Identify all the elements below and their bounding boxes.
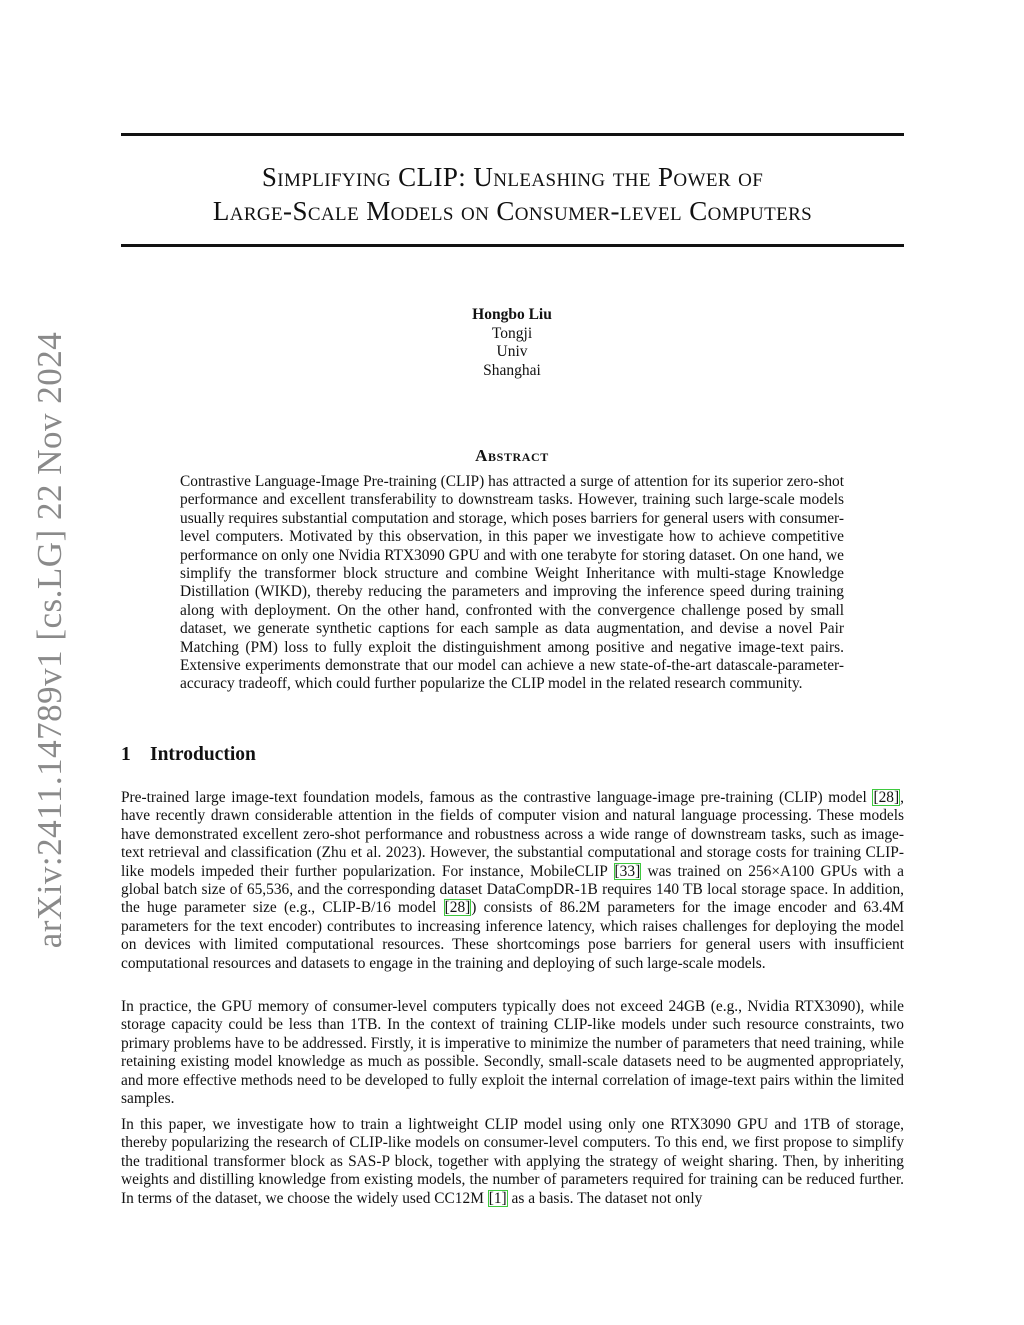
citation-link[interactable]: [28]	[444, 899, 471, 917]
paragraph-text: In this paper, we investigate how to train a lightweight CLIP model using only one RTX3090 GPU and 1TB of storage, thereby popularizing the research of CLIP-like models on consumer-level computers. To this end, we first propose to simplify the traditional transformer block as SAS-P block, together with applying the strategy of weight sharing. Then, by inheriting weights and distilling knowledge from existing models, the number of parameters required for training can be reduced further. In terms of the dataset, we choose the widely used CC12M	[121, 1116, 904, 1207]
citation-link[interactable]: [33]	[614, 862, 641, 880]
author-affiliation: Tongji	[491, 324, 533, 342]
abstract-body: Contrastive Language-Image Pre-training (CLIP) has attracted a surge of attention for its superior zero-shot performance and excellent transferability to downstream tasks. However, training such large-scale models usually requires substantial computation and storage, which poses barriers for general users with consumer-level computers. Motivated by this observation, in this paper we investigate how to achieve competitive performance on only one Nvidia RTX3090 GPU and with one terabyte for storing dataset. On one hand, we simplify the transformer block structure and combine Weight Inheritance with multi-stage Knowledge Distillation (WIKD), thereby reducing the parameters and improving the inference speed during training along with deployment. On the other hand, confronted with the convergence challenge posed by small dataset, we generate synthetic captions for each sample as data augmentation, and devise a novel Pair Matching (PM) loss to fully exploit the distinguishment among positive and negative image-text pairs. Extensive experiments demonstrate that our model can achieve a new state-of-the-art datascale-parameter-accuracy tradeoff, which could further popularize the CLIP model in the related research community.	[180, 473, 844, 693]
abstract-heading: Abstract	[475, 446, 549, 465]
arxiv-identifier-stamp: arXiv:2411.14789v1 [cs.LG] 22 Nov 2024	[30, 331, 69, 949]
paper-title-line-2: Large-Scale Models on Consumer-level Computers	[212, 196, 813, 226]
title-top-rule	[121, 133, 904, 136]
author-affiliation: Shanghai	[483, 361, 541, 379]
paragraph-text: as a basis. The dataset not only	[507, 1189, 703, 1207]
body-paragraph	[121, 1116, 904, 1208]
citation-link[interactable]: [28]	[873, 789, 900, 806]
citation-link[interactable]: [1]	[488, 1189, 507, 1207]
body-paragraph: In practice, the GPU memory of consumer-level computers typically does not exceed 24GB (e.g., Nvidia RTX3090), while storage capacity could be less than 1TB. In the context of training CLIP-like models under such resource constraints, two primary problems have to be addressed. Firstly, it is imperative to minimize the number of parameters that need training, while retaining existing model knowledge as much as possible. Secondly, small-scale datasets need to be augmented appropriately, and more effective methods need to be developed to fully exploit the internal correlation of image-text pairs within the limited samples.	[121, 998, 904, 1108]
author-affiliation: Univ	[496, 343, 528, 360]
paragraph-text: was trained on 256×A100 GPUs with a global batch size of 65,536, and the corresponding dataset DataCompDR-1B requires 140 TB local storage space. In addition, the huge parameter size (e.g., CLIP-B/16 model	[121, 862, 904, 917]
section-title: Introduction	[150, 744, 256, 765]
paragraph-text: Pre-trained large image-text foundation models, famous as the contrastive language-image pre-training (CLIP) model	[121, 789, 873, 806]
body-paragraph	[121, 789, 904, 973]
title-bottom-rule	[121, 244, 904, 247]
paragraph-text: , have recently drawn considerable attention in the fields of computer vision and natural language processing. These models have demonstrated excellent zero-shot performance and robustness across a wide range of downstream tasks, such as image-text retrieval and classification (Zhu et al. 2023). However, the substantial computational and storage costs for training CLIP-like models impeded their further popularization. For instance, MobileCLIP	[121, 789, 904, 880]
author-name: Hongbo Liu	[472, 306, 552, 323]
section-number: 1	[121, 744, 131, 765]
paper-title	[121, 160, 904, 228]
paper-title-line-1: Simplifying CLIP: Unleashing the Power of	[261, 162, 764, 192]
section-heading	[121, 744, 256, 766]
author-block	[362, 306, 662, 380]
paragraph-text: ) consists of 86.2M parameters for the image encoder and 63.4M parameters for the text encoder) contributes to increasing inference latency, which raises challenges for deploying the model on devices with limited computational resources. These shortcomings pose barriers for general users with insufficient computational resources and datasets to engage in the training and deploying of such large-scale models.	[121, 899, 905, 972]
